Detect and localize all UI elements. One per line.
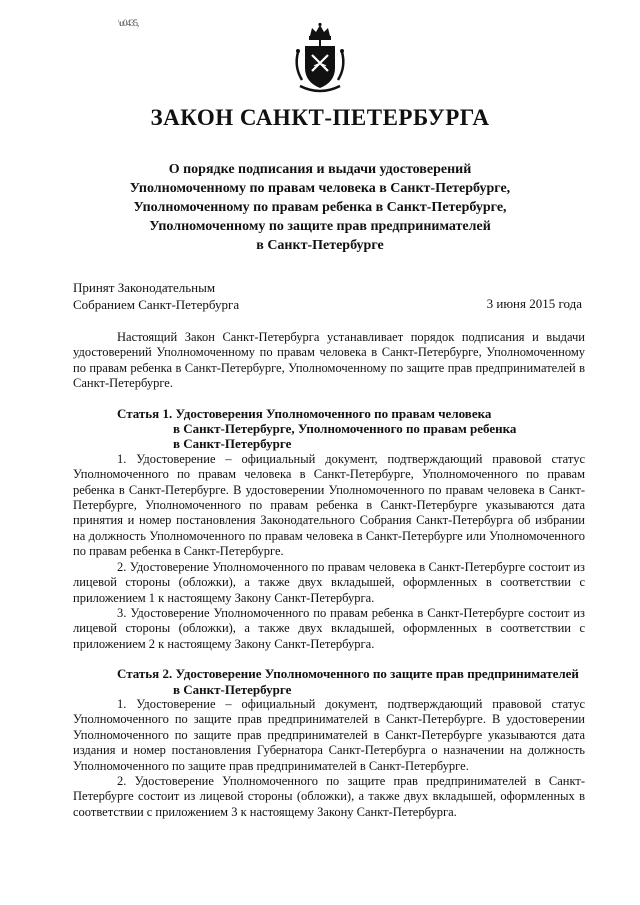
article-1-heading <box>73 406 585 452</box>
article-heading-line: Статья 2. Удостоверение Уполномоченного по защите прав предпринимателей <box>117 666 579 682</box>
article-heading-line: в Санкт-Петербурге <box>173 436 292 452</box>
article-heading-line: в Санкт-Петербурге, Уполномоченного по правам ребенка <box>173 421 517 437</box>
article-1-paragraph: 2. Удостоверение Уполномоченного по правам человека в Санкт-Петербурге состоит из лицевой стороны (обложки), а также двух вкладышей, оформленных в соответствии с приложением 1 к настоящему Закону Санкт-Петербурга. <box>73 559 585 605</box>
article-2-paragraph: 2. Удостоверение Уполномоченного по защите прав предпринимателей в Санкт-Петербурге состоит из лицевой стороны (обложки), а также двух вкладышей, оформленных в соответствии с приложением 3 к настоящему Закону Санкт-Петербурга. <box>73 773 585 819</box>
law-name-line: Уполномоченному по правам ребенка в Санкт-Петербурге, <box>133 200 507 215</box>
preamble: Настоящий Закон Санкт-Петербурга устанавливает порядок подписания и выдачи удостоверений Уполномоченному по правам человека в Санкт-Петербурге, Уполномоченному по правам ребенка в Санкт-Петербурге, Уполномоченному по защите прав предпринимателей в Санкт-Петербурге. <box>73 330 585 391</box>
law-name-line: в Санкт-Петербурге <box>256 238 384 253</box>
adoption-line: Принят Законодательным <box>73 280 216 295</box>
margin-mark: \u0435, <box>118 18 139 28</box>
law-name <box>90 160 550 255</box>
law-body <box>73 330 585 820</box>
adoption-note <box>73 279 239 313</box>
article-2-heading <box>73 666 585 697</box>
adoption-line: Собранием Санкт-Петербурга <box>73 297 240 312</box>
law-title: ЗАКОН САНКТ-ПЕТЕРБУРГА <box>150 105 490 130</box>
coat-of-arms-icon <box>290 22 350 94</box>
law-name-line: Уполномоченному по защите прав предпринимателей <box>149 219 491 234</box>
article-2-paragraph: 1. Удостоверение – официальный документ, подтверждающий правовой статус Уполномоченного по защите прав предпринимателей в Санкт-Петербурге. В удостоверении Уполномоченного по защите прав предпринимателей в Санкт-Петербурге указываются дата издания и номер постановления Губернатора Санкт-Петербурга о назначении на должность Уполномоченного по защите прав предпринимателей в Санкт-Петербурге. <box>73 696 585 773</box>
adoption-date: 3 июня 2015 года <box>486 296 582 311</box>
article-heading-line: Статья 1. Удостоверения Уполномоченного по правам человека <box>117 405 492 421</box>
law-name-line: Уполномоченному по правам человека в Санкт-Петербурге, <box>129 181 511 196</box>
article-heading-line: в Санкт-Петербурге <box>173 681 292 697</box>
article-1-paragraph: 3. Удостоверение Уполномоченного по правам ребенка в Санкт-Петербурге состоит из лицевой стороны (обложки), а также двух вкладышей, оформленных в соответствии с приложением 2 к настоящему Закону Санкт-Петербурга. <box>73 605 585 651</box>
article-1-paragraph: 1. Удостоверение – официальный документ, подтверждающий правовой статус Уполномоченного по правам человека в Санкт-Петербурге, Уполномоченного по правам ребенка в Санкт-Петербурге. В удостоверении Уполномоченного по правам человека в Санкт-Петербурге, Уполномоченного по правам ребенка в Санкт-Петербурге указываются дата принятия и номер постановления Законодательного Собрания Санкт-Петербурга об избрании на должность Уполномоченного по правам человека в Санкт-Петербурге или Уполномоченного по правам ребенка в Санкт-Петербурге. <box>73 451 585 559</box>
law-name-line: О порядке подписания и выдачи удостоверений <box>168 162 472 177</box>
